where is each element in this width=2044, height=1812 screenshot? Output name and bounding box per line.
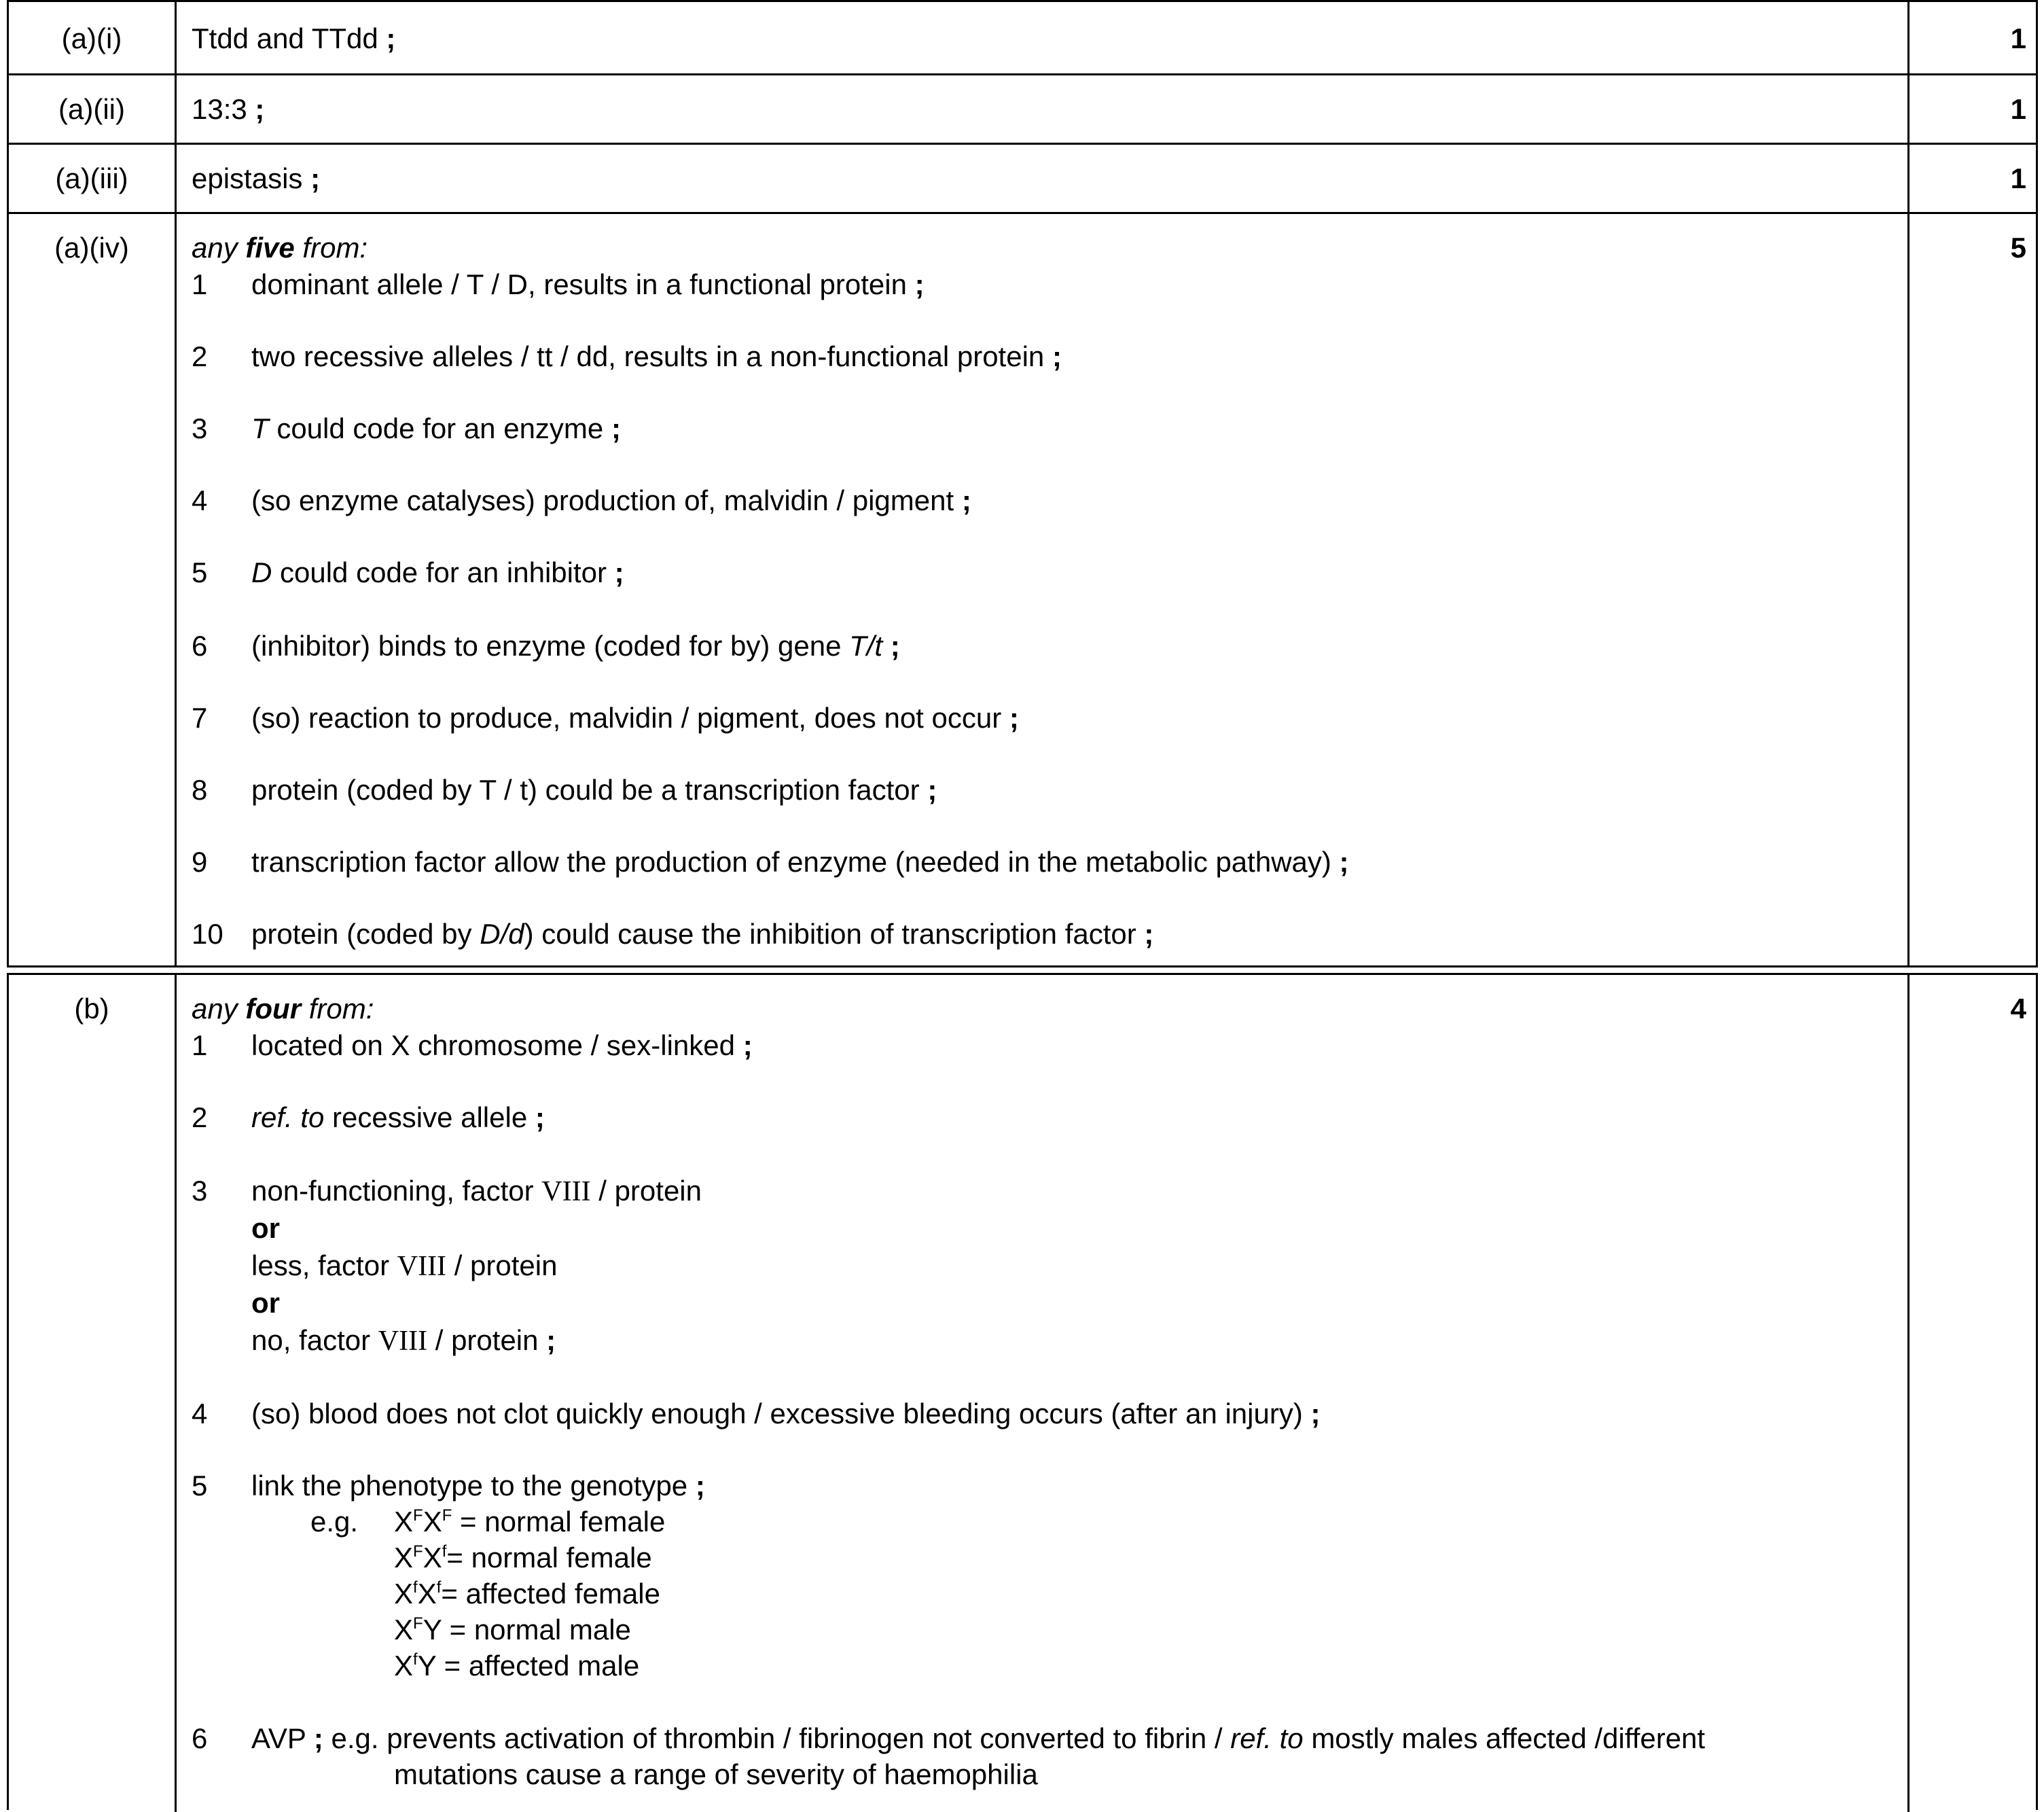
point-text: protein (coded by T / t) could be a transcription factor ; — [251, 774, 937, 806]
mark-value: 4 — [2010, 993, 2026, 1025]
point-text: dominant allele / T / D, results in a functional protein ; — [251, 268, 925, 300]
point-text: D could code for an inhibitor ; — [251, 556, 624, 588]
question-label: (a)(i) — [61, 22, 122, 54]
mark-value: 1 — [2010, 22, 2026, 54]
point-number: 7 — [192, 702, 208, 734]
row-a-ii — [9, 75, 2036, 145]
or-text: or — [251, 1212, 280, 1244]
point-text: link the phenotype to the genotype ; — [251, 1470, 705, 1502]
point-number: 6 — [192, 630, 208, 662]
point-text: no, factor VIII / protein ; — [251, 1324, 556, 1357]
intro-text: any five from: — [192, 232, 368, 264]
point-text: (so) reaction to produce, malvidin / pigment, does not occur ; — [251, 702, 1019, 734]
mark-scheme-table-b — [7, 973, 2038, 1810]
mark-scheme-table-a — [7, 0, 2038, 967]
question-label: (b) — [74, 993, 109, 1025]
question-label: (a)(ii) — [58, 93, 125, 125]
question-label: (a)(iii) — [55, 162, 128, 194]
point-number: 1 — [192, 268, 208, 300]
point-number: 8 — [192, 774, 208, 806]
point-text: (so) blood does not clot quickly enough / excessive bleeding occurs (after an injury) ; — [251, 1398, 1321, 1429]
point-text: protein (coded by D/d) could cause the inhibition of transcription factor ; — [251, 918, 1154, 950]
mark-value: 1 — [2010, 93, 2026, 125]
point-text: (so enzyme catalyses) production of, malvidin / pigment ; — [251, 484, 971, 516]
example-label: e.g. — [310, 1506, 359, 1538]
point-number: 3 — [192, 412, 208, 444]
point-text: (inhibitor) binds to enzyme (coded for by) gene T/t ; — [251, 630, 900, 662]
genotype-line: $X^FX^F$ = normal female — [394, 1506, 666, 1538]
point-number: 9 — [192, 846, 208, 878]
genotype-line: $X^FX^f=$ normal female — [394, 1542, 652, 1574]
point-number: 10 — [192, 918, 223, 950]
point-number: 4 — [192, 484, 208, 516]
point-number: 4 — [192, 1398, 208, 1429]
mark-value: 5 — [2010, 232, 2026, 264]
point-text: transcription factor allow the production of enzyme (needed in the metabolic pathway) ; — [251, 846, 1349, 878]
point-number: 1 — [192, 1029, 208, 1061]
point-text-continuation: mutations cause a range of severity of haemophilia — [394, 1758, 1038, 1790]
point-number: 2 — [192, 340, 208, 372]
row-a-iv — [9, 214, 2036, 965]
point-number: 5 — [192, 556, 208, 588]
point-text: two recessive alleles / tt / dd, results in a non-functional protein ; — [251, 340, 1062, 372]
point-number: 2 — [192, 1101, 208, 1133]
genotype-line: $X^FY$ = normal male — [394, 1614, 631, 1646]
genotype-line: $X^fY$ = affected male — [394, 1650, 640, 1682]
genotype-line: $X^fX^f=$ affected female — [394, 1578, 660, 1610]
answer-text: Ttdd and TTdd ; — [192, 22, 396, 54]
point-text: non-functioning, factor VIII / protein — [251, 1175, 702, 1207]
point-text: ref. to recessive allele ; — [251, 1101, 545, 1133]
answer-text: 13:3 ; — [192, 93, 265, 125]
point-number: 3 — [192, 1175, 208, 1207]
or-text: or — [251, 1287, 280, 1319]
point-number: 6 — [192, 1722, 208, 1754]
mark-value: 1 — [2010, 162, 2026, 194]
row-a-i — [9, 2, 2036, 75]
intro-text: any four from: — [192, 993, 374, 1025]
row-b — [9, 975, 2036, 1812]
row-a-iii — [9, 145, 2036, 214]
point-number: 5 — [192, 1470, 208, 1502]
point-text: AVP ; e.g. prevents activation of thrombin / fibrinogen not converted to fibrin / ref. to mostly males affected /different — [251, 1722, 1706, 1754]
answer-text: epistasis ; — [192, 162, 321, 194]
point-text: located on X chromosome / sex-linked ; — [251, 1029, 753, 1061]
point-text: less, factor VIII / protein — [251, 1249, 558, 1282]
question-label: (a)(iv) — [54, 232, 129, 264]
point-text: T could code for an enzyme ; — [251, 412, 621, 444]
